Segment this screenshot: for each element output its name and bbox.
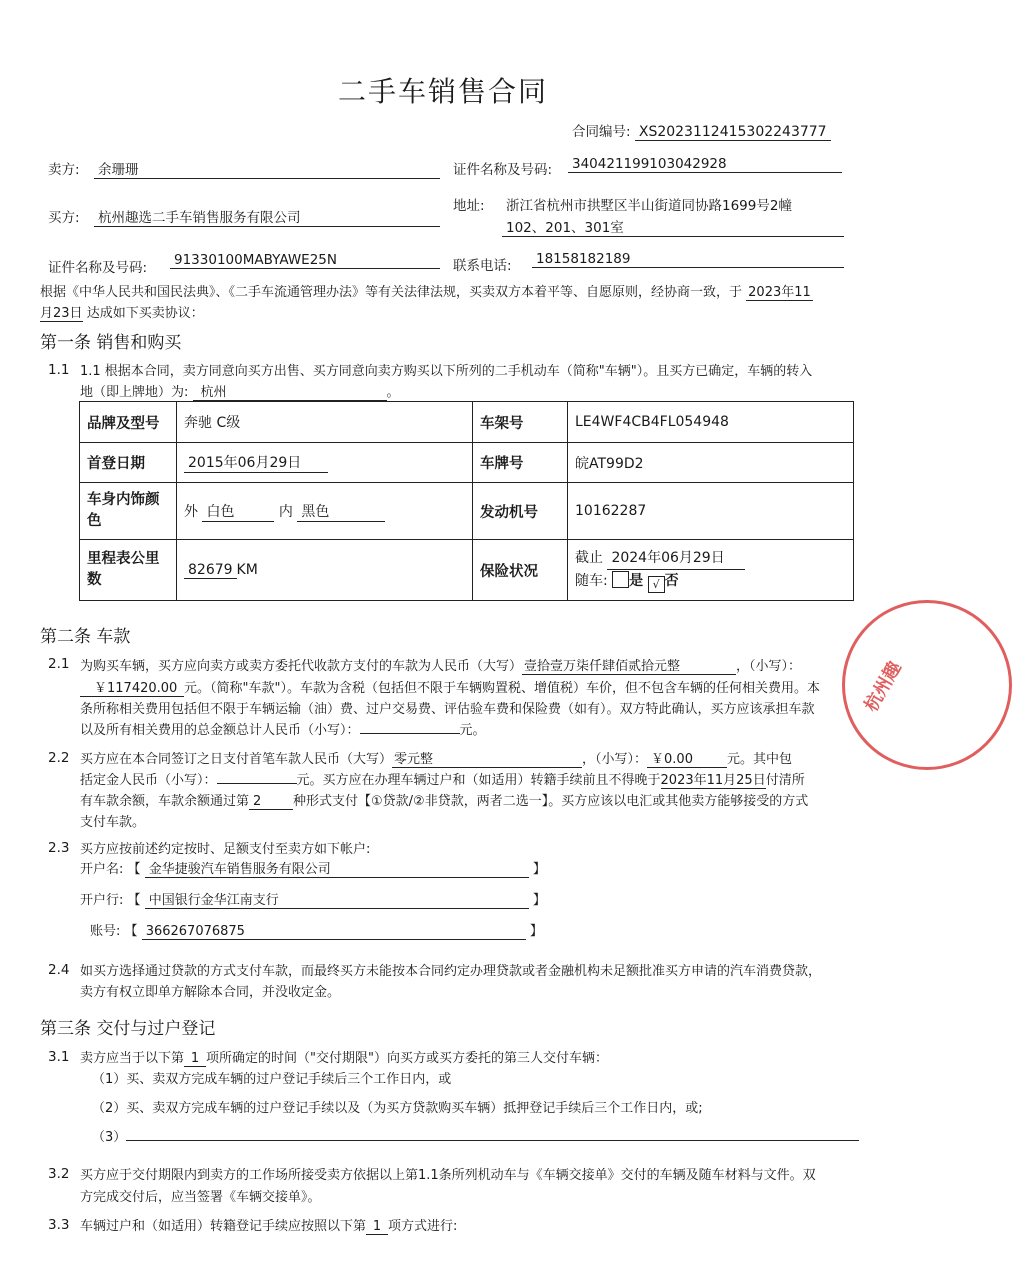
clause-2-2-c: 元。其中包 [727, 752, 793, 767]
payee-name: 金华捷骏汽车销售服务有限公司 [145, 858, 529, 878]
clause-2-1-line2 [80, 677, 820, 697]
reg-date-value: 2015年06月29日 [184, 452, 328, 473]
engine-value: 10162287 [568, 483, 854, 540]
reg-date-cell [177, 443, 473, 483]
buyer-id-label: 证件名称及号码: [48, 260, 148, 276]
transfer-item: 1 [366, 1219, 388, 1235]
table-row [80, 402, 854, 443]
clause-1-1-line1: 1.1 根据本合同，卖方同意向买方出售、买方同意向卖方购买以下所列的二手机动车（简称"车辆"）。且买方已确定，车辆的转入 [80, 364, 813, 379]
clause-2-1-line1 [80, 655, 801, 675]
clause-2-2-line3 [80, 790, 808, 810]
clause-2-4-number: 2.4 [48, 962, 70, 978]
buyer-name-label: 买方: [48, 210, 80, 226]
preamble-line1: 根据《中华人民共和国民法典》、《二手车流通管理办法》等有关法律法规，买卖双方本着平等、自愿原则，经协商一致，于 [40, 285, 743, 300]
preamble [40, 281, 813, 301]
clause-2-4-line1: 如买方选择通过贷款的方式支付车款，而最终买方未能按本合同约定办理贷款或者金融机构未足额批准买方申请的汽车消费贷款， [80, 964, 822, 979]
payee-rbracket: 】 [532, 862, 546, 877]
contract-number-value: XS2023112415302243777 [635, 124, 831, 141]
insurance-cell [568, 540, 854, 601]
clause-3-3-line1 [80, 1215, 457, 1235]
delivery-option-3-label: （3） [92, 1130, 127, 1145]
odometer-label: 里程表公里数 [80, 540, 177, 601]
seller-name: 余珊珊 [94, 158, 440, 179]
contract-number [572, 120, 831, 141]
clause-3-1-a: 卖方应当于以下第 [80, 1051, 185, 1066]
buyer-name: 杭州趣选二手车销售服务有限公司 [94, 206, 440, 227]
plate-label: 车牌号 [473, 443, 568, 483]
total-amount-blank [360, 719, 460, 734]
buyer-phone-label: 联系电话: [453, 258, 512, 274]
transfer-place-label: 地（即上牌地）为: [80, 385, 189, 400]
clause-2-2-b: ，（小写）： [582, 752, 648, 767]
table-row [80, 443, 854, 483]
payee-lbracket: 【 [127, 862, 141, 877]
exterior-prefix: 外 [184, 503, 198, 520]
clause-2-2-line4: 支付车款。 [80, 815, 146, 830]
price-amount: ￥117420.00 [80, 677, 184, 697]
bank-name: 中国银行金华江南支行 [145, 889, 529, 909]
clause-2-2-h: 种形式支付【①贷款/②非贷款，两者二选一】。买方应该以电汇或其他卖方能够接受的方式 [293, 794, 809, 809]
vehicle-table [79, 401, 854, 601]
buyer-address-label: 地址: [453, 198, 485, 214]
payee-row [80, 858, 546, 878]
article-3-heading: 第三条 交付与过户登记 [40, 1019, 216, 1039]
seller-id-label: 证件名称及号码: [453, 162, 553, 178]
clause-3-1-line1 [80, 1047, 608, 1067]
clause-3-3-a: 车辆过户和（如适用）转籍登记手续应按照以下第 [80, 1219, 367, 1234]
clause-2-1-e: 以及所有相关费用的总金额总计人民币（小写）： [80, 723, 360, 738]
clause-2-1-number: 2.1 [48, 656, 70, 672]
brand-value: 奔驰 C级 [177, 402, 473, 443]
buyer-address-line2: 102、201、301室 [502, 216, 844, 237]
price-in-words: 壹拾壹万柒仟肆佰贰拾元整 [522, 655, 736, 675]
clause-2-2-f: 付清所 [765, 773, 805, 788]
clause-2-1-line4 [80, 719, 486, 738]
clause-2-1-b: ，（小写）： [736, 659, 802, 674]
payment-method: 2 [249, 794, 293, 810]
insurance-date: 2024年06月29日 [607, 547, 745, 570]
clause-3-2-line2: 方完成交付后，应当签署《车辆交接单》。 [80, 1190, 321, 1205]
clause-2-2-e: 元。买方应在办理车辆过户和（如适用）转籍手续前且不得晚于 [296, 773, 661, 788]
brand-label: 品牌及型号 [80, 402, 177, 443]
clause-3-1-number: 3.1 [48, 1049, 70, 1065]
bank-row [80, 889, 546, 909]
deposit-blank [217, 769, 297, 784]
clause-2-2-d: 括定金人民币（小写）： [80, 773, 217, 788]
clause-2-1-f: 元。 [459, 723, 486, 738]
insurance-expiry [575, 547, 846, 570]
clause-1-1-line2 [80, 381, 400, 401]
odometer-value: 82679 [184, 562, 237, 579]
delivery-option-2: （2）买、卖双方完成车辆的过户登记手续以及（为买方贷款购买车辆）抵押登记手续后三个工作日内，或; [92, 1101, 703, 1116]
preamble-line2 [40, 302, 204, 322]
delivery-option-3-blank [126, 1126, 859, 1141]
insurance-prefix: 截止 [575, 550, 603, 566]
table-row [80, 483, 854, 540]
bank-rbracket: 】 [532, 893, 546, 908]
buyer-id: 91330100MABYAWE25N [170, 252, 440, 269]
exterior-color: 白色 [202, 501, 274, 522]
color-label: 车身内饰颜色 [80, 483, 177, 540]
preamble-tail: 达成如下买卖协议： [86, 306, 204, 321]
transfer-place: 杭州 [193, 381, 387, 401]
clause-2-2-number: 2.2 [48, 750, 70, 766]
delivery-option-3 [92, 1126, 859, 1145]
company-seal [842, 600, 1012, 770]
transfer-place-end: 。 [386, 385, 400, 400]
delivery-item: 1 [184, 1051, 206, 1067]
seal-text: 杭州趣 [860, 658, 906, 716]
color-cell [177, 483, 473, 540]
clause-3-3-b: 项方式进行: [388, 1219, 458, 1234]
payment-deadline: 2023年11月25日 [661, 769, 766, 789]
delivery-option-1: （1）买、卖双方完成车辆的过户登记手续后三个工作日内，或 [92, 1072, 452, 1087]
table-row [80, 540, 854, 601]
article-1-heading: 第一条 销售和购买 [40, 333, 182, 353]
first-payment-words: 零元整 [392, 748, 582, 768]
reg-date-label: 首登日期 [80, 443, 177, 483]
bank-lbracket: 【 [127, 893, 141, 908]
vin-value: LE4WF4CB4FL054948 [568, 402, 854, 443]
clause-2-4-line2: 卖方有权立即单方解除本合同，并没收定金。 [80, 985, 341, 1000]
odometer-cell [177, 540, 473, 601]
buyer-address-line1: 浙江省杭州市拱墅区半山街道同协路1699号2幢 [506, 198, 792, 214]
article-2-heading: 第二条 车款 [40, 627, 131, 647]
clause-2-1-a: 为购买车辆，买方应向卖方或卖方委托代收款方支付的车款为人民币（大写） [80, 659, 523, 674]
interior-prefix: 内 [278, 503, 293, 520]
preamble-date-b: 月23日 [40, 302, 83, 322]
preamble-date-a: 2023年11 [746, 281, 813, 301]
no-label: 否 [664, 573, 679, 589]
vin-label: 车架号 [473, 402, 568, 443]
first-payment-amount: ￥0.00 [647, 748, 727, 768]
clause-3-2-number: 3.2 [48, 1166, 70, 1182]
clause-3-2-line1: 买方应于交付期限内到卖方的工作场所接受卖方依据以上第1.1条所列机动车与《车辆交接单》交付的车辆及随车材料与文件。双 [80, 1168, 816, 1183]
account-number: 366267076875 [142, 924, 526, 940]
clause-3-3-number: 3.3 [48, 1217, 70, 1233]
insurance-label: 保险状况 [473, 540, 568, 601]
clause-2-2-g: 有车款余额，车款余额通过第 [80, 794, 250, 809]
account-lbracket: 【 [124, 924, 138, 939]
insurance-with-car [575, 570, 846, 593]
clause-2-3-number: 2.3 [48, 840, 70, 856]
interior-color: 黑色 [297, 501, 385, 522]
account-row [90, 920, 543, 940]
plate-value: 皖AT99D2 [568, 443, 854, 483]
clause-3-1-b: 项所确定的时间（"交付期限"）向买方或买方委托的第三人交付车辆： [206, 1051, 608, 1066]
seller-name-label: 卖方: [48, 162, 80, 178]
bank-label: 开户行: [80, 893, 124, 908]
buyer-phone: 18158182189 [532, 251, 844, 268]
no-checkbox: √ [648, 576, 665, 593]
with-car-label: 随车: [575, 573, 608, 589]
seller-id: 340421199103042928 [568, 156, 842, 173]
clause-2-3-intro: 买方应按前述约定按时、足额支付至卖方如下帐户: [80, 842, 371, 857]
yes-label: 是 [629, 573, 644, 589]
payee-label: 开户名: [80, 862, 124, 877]
clause-2-2-line2 [80, 769, 805, 789]
contract-title: 二手车销售合同 [337, 75, 548, 108]
clause-2-1-c: 元。（简称"车款"）。车款为含税（包括但不限于车辆购置税、增值税）车价，但不包含车辆的任何相关费用。本 [184, 681, 820, 696]
clause-2-2-line1 [80, 748, 792, 768]
account-rbracket: 】 [529, 924, 543, 939]
yes-checkbox [612, 571, 629, 588]
clause-1-1-number: 1.1 [48, 362, 70, 378]
account-label: 账号: [90, 924, 121, 939]
clause-2-1-line3: 条所称相关费用包括但不限于车辆运输（油）费、过户交易费、评估验车费和保险费（如有）。双方特此确认，买方应该承担车款 [80, 702, 815, 717]
clause-2-2-a: 买方应在本合同签订之日支付首笔车款人民币（大写） [80, 752, 393, 767]
engine-label: 发动机号 [473, 483, 568, 540]
contract-number-label: 合同编号: [572, 124, 631, 140]
odometer-unit: KM [236, 561, 258, 578]
